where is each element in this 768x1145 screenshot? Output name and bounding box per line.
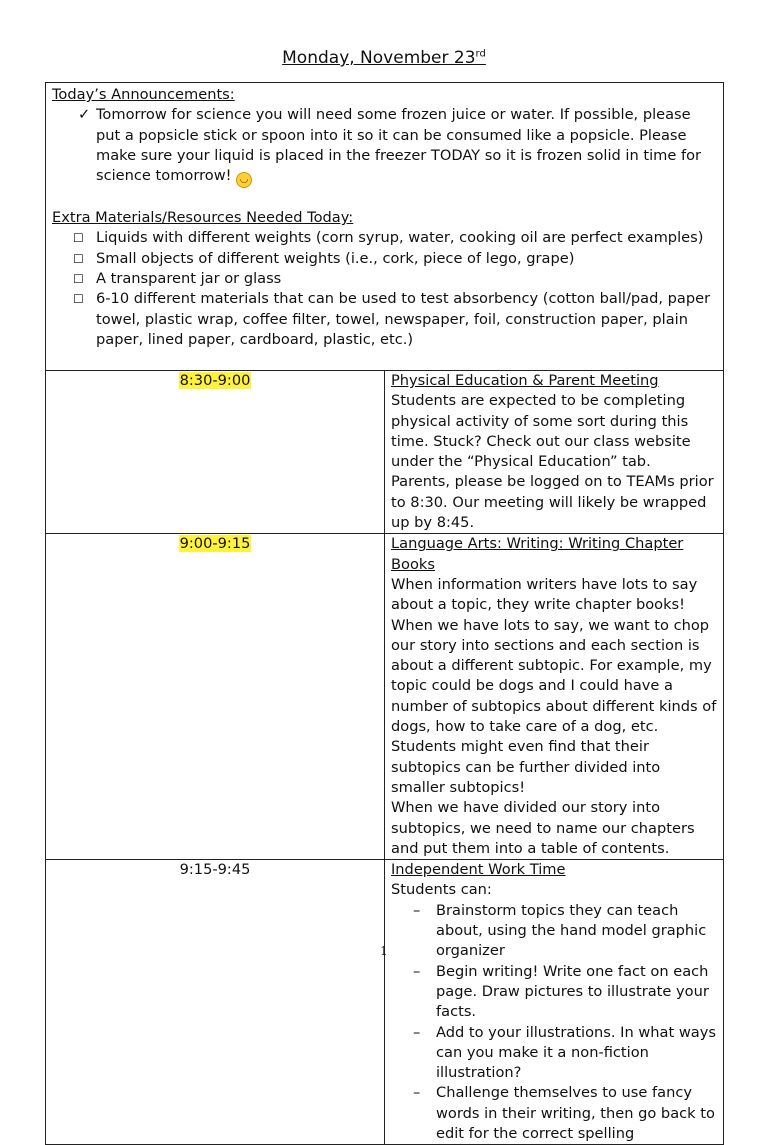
schedule-table <box>45 82 724 1145</box>
dash-icon: – <box>413 901 421 919</box>
dash-icon: – <box>413 1023 421 1041</box>
checkbox-icon: ☐ <box>73 251 84 266</box>
dash-icon: – <box>413 1084 421 1102</box>
subject-title: Physical Education & Parent Meeting <box>391 372 659 389</box>
materials-list <box>52 228 717 350</box>
subject-title: Language Arts: Writing: Writing Chapter Books <box>391 535 684 573</box>
list-item: ☐ Small objects of different weights (i.e., cork, piece of lego, grape) <box>52 249 717 269</box>
announcements-row <box>46 83 724 371</box>
table-row <box>46 534 724 860</box>
checkbox-icon: ☐ <box>73 272 84 287</box>
subject-title: Independent Work Time <box>391 861 566 879</box>
list-item: ☐ Liquids with different weights (corn syrup, water, cooking oil are perfect examples) <box>52 228 717 248</box>
intro-text: Students can: <box>391 881 492 899</box>
list-item: – Challenge themselves to use fancy words in their writing, then go back to edit for the correct spelling <box>413 1084 715 1142</box>
list-item: – Brainstorm topics they can teach about, using the hand model graphic organizer <box>413 901 707 960</box>
time-cell <box>46 534 385 860</box>
time-label: 8:30-9:00 <box>179 372 251 389</box>
list-item: – Add to your illustrations. In what ways can you make it a non-fiction illustration? <box>413 1023 716 1082</box>
table-row <box>46 860 724 1145</box>
announcements-cell <box>46 83 724 371</box>
smiley-face-icon: ◡ <box>236 172 252 188</box>
dash-icon: – <box>413 962 421 980</box>
activity-list <box>391 901 717 1145</box>
paragraph: When information writers have lots to say about a topic, they write chapter books! When we have lots to say, we want to chop our story into sections and each section is about a different subtopic. For example, my topic could be dogs and I could have a number of subtopics about different kinds of dogs, how to take care of a dog, etc. Students might even find that their subtopics can be further divided into smaller subtopics! <box>391 575 717 796</box>
announcements-heading: Today’s Announcements: <box>52 86 235 103</box>
activity-cell <box>385 371 724 534</box>
checkbox-icon: ☐ <box>73 231 84 246</box>
page-number: 1 <box>380 944 388 958</box>
list-item: – Begin writing! Write one fact on each page. Draw pictures to illustrate your facts. <box>413 962 709 1021</box>
time-label: 9:15-9:45 <box>179 861 251 879</box>
table-row <box>46 371 724 534</box>
paragraph: When we have divided our story into subtopics, we need to name our chapters and put them into a table of contents. <box>391 799 695 857</box>
activity-cell <box>385 860 724 1145</box>
list-item: ✓ Tomorrow for science you will need some frozen juice or water. If possible, please put a popsicle stick or spoon into it so it can be consumed like a popsicle. Please make sure your liquid is placed in the freezer TODAY so it is frozen solid in time for science tomorrow! ◡ <box>52 105 717 188</box>
list-item: ☐ 6-10 different materials that can be used to test absorbency (cotton ball/pad, paper towel, plastic wrap, coffee filter, towel, newspaper, foil, construction paper, plain paper, lined paper, cardboard, plastic, etc.) <box>73 290 711 348</box>
paragraph: Parents, please be logged on to TEAMs prior to 8:30. Our meeting will likely be wrapped up by 8:45. <box>391 473 714 532</box>
time-cell <box>46 371 385 534</box>
page-title: Monday, November 23rd <box>282 48 486 68</box>
activity-cell <box>385 534 724 860</box>
list-item: ☐ A transparent jar or glass <box>52 269 717 289</box>
announcements-list <box>52 105 717 188</box>
paragraph: Students are expected to be completing physical activity of some sort during this time. Stuck? Check out our class website under the “Physical Education” tab. <box>391 392 691 471</box>
materials-heading: Extra Materials/Resources Needed Today: <box>52 209 354 227</box>
checkmark-icon: ✓ <box>78 106 91 124</box>
time-label: 9:00-9:15 <box>179 535 251 553</box>
checkbox-icon: ☐ <box>73 292 84 307</box>
time-cell <box>46 860 385 1145</box>
